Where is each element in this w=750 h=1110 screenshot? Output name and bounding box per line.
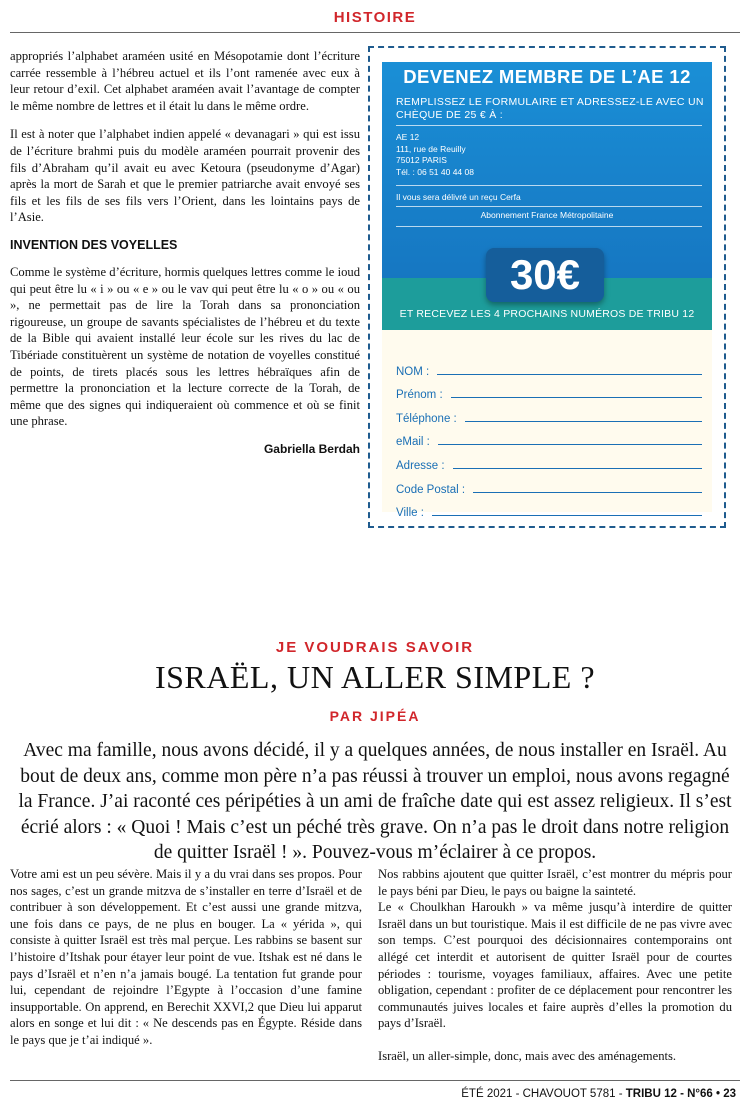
address-line: AE 12 [396,132,420,142]
article-lead: Avec ma famille, nous avons décidé, il y a quelques années, de nous installer en Israël. Au bout de deux ans, comme mon père n’a pas réussi à trouver un emploi, nous avons regagné la France. J’ai raconté ces péripéties à un ami de fraîche date qui est assez religieux. Il s’est écrié alors : « Quoi ! Mais c’est un péché très grave. On n’a pas le droit dans notre religion de quitter Israël ! ». Pouvez-vous m’éclairer à ce propos. [18,740,732,863]
left-article [10,48,360,456]
field-line [432,515,702,516]
price-badge: 30€ [486,248,604,302]
subscription-label: Abonnement France Métropolitaine [480,210,614,220]
article-column-2 [378,866,732,1081]
divider [396,206,702,207]
author-signature: Gabriella Berdah [263,441,360,456]
article-column-1 [10,866,362,1049]
page-footer [461,1088,736,1100]
field-label: Prénom : [396,389,443,402]
cerfa-note: Il vous sera délivré un reçu Cerfa [396,192,521,202]
field-line [465,421,702,422]
field-line [437,374,702,375]
name-field[interactable] [396,354,702,378]
article-paragraph: Votre ami est un peu sévère. Mais il y a du vrai dans ses propos. Pour nos sages, c’est un grande mitzva de s’installer en terre d’Israël et de contribuer à son développement. Et c’est aussi une grande mitzva, une fois dans ce pays, de ne plus en bouger. La « yérida », qui consiste à quitter Israël est très mal perçue. Les rabbins se basent sur l’histoire d’Itshak pour étayer leur point de vue. Itshak est né dans le pays d’Israël et n’en n’a jamais bougé. La tentation fut grande pour lui, cependant de rejoindre l’Egypte à l’occasion d’une famine insupportable. On apprend, en Berechit XXVI,2 que Dieu lui apparut alors en songe et lui dit : « Ne descends pas en Égypte. Réside dans le pays que je t’ai indiqué ». [10,867,362,1047]
email-field[interactable] [396,425,702,449]
left-article-paragraph: Comme le système d’écriture, hormis quelques lettres comme le ioud qui peut être lu « i » ou « e » ou le vav qui peut être lu « o » ou « ou », ne permettait pas de lire la Torah dans sa prononciation rigoureuse, un groupe de savants spécialistes de l’hébreu et du texte de la Bible qui avaient installé leur école sur les rives du lac de Tibériade constituèrent un système de notation de voyelles constitué de points, de tirets placés sous les lettres hébraïques afin de permettre la prononciation et la lecture correcte de la Torah, de même que des signes qui indiqueraient où commence et où se finit une phrase. [10,264,360,429]
footer-issue: ÉTÉ 2021 - CHAVOUOT 5781 - [461,1088,626,1100]
form-instructions: REMPLISSEZ LE FORMULAIRE ET ADRESSEZ-LE AVEC UN CHÈQUE DE 25 € À : [396,96,704,121]
field-label: Téléphone : [396,412,457,425]
article-title: ISRAËL, UN ALLER SIMPLE ? [154,659,596,695]
postal-code-field[interactable] [396,472,702,496]
field-label: eMail : [396,436,430,449]
form-header-panel [382,62,712,278]
field-line [453,468,702,469]
field-label: Code Postal : [396,483,466,496]
header-divider [10,32,740,33]
footer-divider [10,1080,740,1081]
first-name-field[interactable] [396,378,702,402]
city-field[interactable] [396,496,702,520]
article-byline: PAR JIPÉA [329,708,421,724]
subheading: INVENTION DES VOYELLES [10,237,178,252]
field-line [451,397,702,398]
address-line: 75012 PARIS [396,155,447,165]
divider [396,185,702,186]
form-panel [382,62,712,520]
article-kicker: JE VOUDRAIS SAVOIR [275,639,475,656]
field-label: NOM : [396,365,430,378]
address-field[interactable] [396,448,702,472]
section-header: HISTOIRE [333,9,417,26]
membership-form [368,46,726,528]
article-paragraph: Israël, un aller-simple, donc, mais avec des aménagements. [378,1048,677,1063]
field-line [473,492,702,493]
footer-magazine: TRIBU 12 - N°66 • 23 [625,1088,736,1100]
field-label: Adresse : [396,459,445,472]
offer-text: ET RECEVEZ LES 4 PROCHAINS NUMÉROS DE TRIBU 12 [399,308,695,320]
form-fields [396,354,702,519]
left-article-paragraph: appropriés l’alphabet araméen usité en Mésopotamie dont l’écriture carrée ressemble à l’hébreu actuel et ils l’ont ramenée avec eux à leur retour d’exil. Cet alphabet araméen avait l’avantage de compter le même nombre de lettres et il était lu dans le même ordre. [10,49,360,113]
address-line: 111, rue de Reuilly [396,143,466,154]
field-line [438,444,702,445]
divider [396,226,702,227]
address-line: Tél. : 06 51 40 44 08 [396,166,474,177]
phone-field[interactable] [396,401,702,425]
form-title: DEVENEZ MEMBRE DE L’AE 12 [403,66,691,87]
left-article-paragraph: Il est à noter que l’alphabet indien appelé « devanagari » qui est issu de l’écriture brahmi puis du modèle araméen pourrait provenir des fils d’Abraham qu’il avait eu avec Ketoura (pseudonyme d’Agar) après la mort de Sarah et que le premier patriarche avait envoyé ses fils et les fils de ses fils vers l’Orient, dans les lointains pays de l’Asie. [10,127,360,225]
article-paragraph: Nos rabbins ajoutent que quitter Israël, c’est montrer du mépris pour le pays béni par Dieu, le pays ou baigne la sainteté. Le « Choulkhan Haroukh » va même jusqu’à interdire de quitter Israël dans un but touristique. Mais il est difficile de ne pas vivre avec son temps. C’est pourquoi des décisionnaires contemporains ont allégé cet interdit et autorisent de quitter Israël pour de courtes périodes : tourisme, voyages familiaux, affaires. Avec une petite obligation, cependant : profiter de ce déplacement pour rencontrer les communautés juives locales et faire auprès d’elles la promotion du pays d’Israël. [378,867,732,1031]
divider [396,125,702,126]
mailing-address [396,132,474,178]
field-label: Ville : [396,507,424,520]
